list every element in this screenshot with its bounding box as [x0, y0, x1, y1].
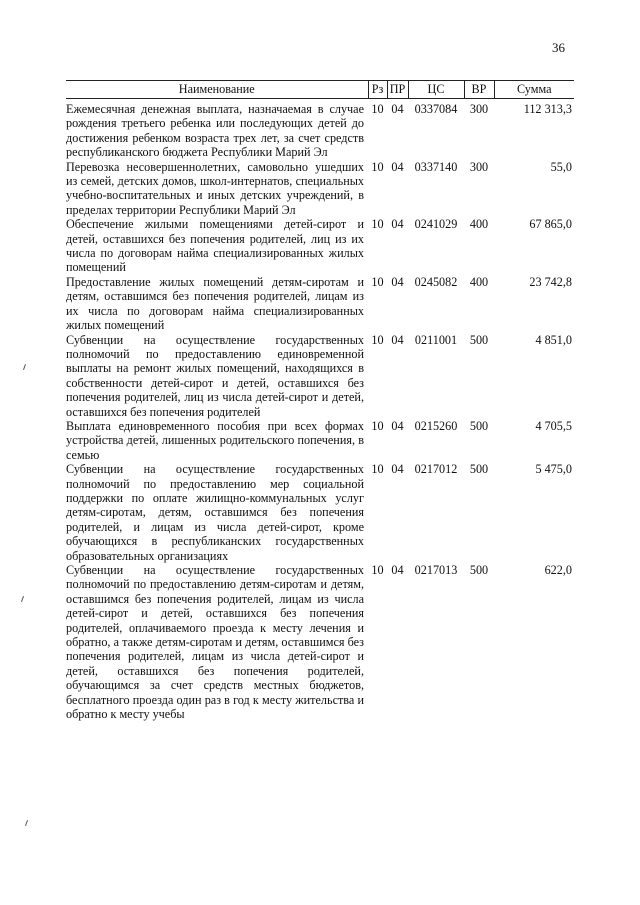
- row-sum: 4 851,0: [535, 332, 572, 347]
- table-row: [66, 563, 574, 721]
- row-cs: 0211001: [414, 332, 458, 347]
- row-rz: 10: [371, 563, 384, 577]
- row-name: Выплата единовременного пособия при всех формах устройства детей, лишенных родительского попечения, в семью: [66, 418, 364, 462]
- row-sum: 67 865,0: [529, 217, 572, 232]
- row-pr: 04: [391, 102, 404, 116]
- row-rz: 10: [371, 217, 384, 232]
- row-sum: 622,0: [544, 563, 572, 577]
- row-sum: 55,0: [550, 159, 572, 174]
- row-vr: 500: [469, 563, 489, 577]
- row-name: Перевозка несовершеннолетних, самовольно ушедших из семей, детских домов, школ-интернатов, специальных учебно-воспитательных и иных детских учреждений, в пределах территории Республики Марий Эл: [66, 159, 364, 217]
- row-pr: 04: [391, 274, 404, 289]
- row-rz: 10: [371, 274, 384, 289]
- table-row: [66, 160, 574, 218]
- table-row: [66, 462, 574, 563]
- row-rz: 10: [371, 332, 384, 347]
- row-pr: 04: [391, 418, 404, 433]
- page-number: 36: [552, 40, 565, 55]
- row-rz: 10: [371, 159, 384, 174]
- row-name: Предоставление жилых помещений детям-сиротам и детям, оставшимся без попечения родителей, лицам из их числа по договорам найма специализированных жилых помещений: [66, 274, 364, 333]
- row-pr: 04: [391, 462, 404, 477]
- header-rz: Рз: [368, 81, 387, 99]
- header-name: Наименование: [66, 81, 368, 99]
- row-pr: 04: [391, 159, 404, 174]
- row-name: Субвенции на осуществление государственных полномочий по предоставлению мер социальной поддержки по оплате жилищно-коммунальных услуг детям-сиротам, детям, оставшимся без попечения родителей, и лицам из числа детей-сирот, кроме обучающихся в республиканских государственных образовательных организациях: [66, 462, 364, 563]
- row-pr: 04: [391, 332, 404, 347]
- row-vr: 400: [469, 274, 489, 289]
- row-name: Ежемесячная денежная выплата, назначаемая в случае рождения третьего ребенка или последующих детей до достижения ребенком возраста трех лет, за счет средств республиканского бюджета Республики Марий Эл: [66, 102, 364, 160]
- row-sum: 5 475,0: [535, 462, 572, 477]
- row-sum: 23 742,8: [529, 274, 572, 289]
- table-row: [66, 275, 574, 333]
- table-header-row: [66, 81, 574, 99]
- margin-mark: [23, 364, 26, 370]
- row-rz: 10: [371, 462, 384, 477]
- table-row: [66, 99, 574, 160]
- row-cs: 0337140: [414, 159, 458, 174]
- budget-table: [66, 80, 574, 721]
- row-vr: 500: [469, 462, 489, 477]
- row-sum: 112 313,3: [523, 102, 572, 116]
- table-row: [66, 419, 574, 462]
- table-row: [66, 333, 574, 419]
- row-name: Обеспечение жилыми помещениями детей-сирот и детей, оставшихся без попечения родителей, лиц из их числа по договорам найма специализированных жилых помещений: [66, 217, 364, 275]
- row-pr: 04: [391, 217, 404, 232]
- row-cs: 0217012: [414, 462, 458, 477]
- header-sum: Сумма: [494, 81, 574, 99]
- row-rz: 10: [371, 102, 384, 116]
- header-vr: ВР: [464, 81, 494, 99]
- row-cs: 0217013: [414, 563, 458, 577]
- row-cs: 0337084: [414, 102, 458, 116]
- margin-mark: [21, 596, 24, 602]
- header-cs: ЦС: [408, 81, 464, 99]
- row-cs: 0245082: [414, 274, 458, 289]
- row-vr: 400: [469, 217, 489, 232]
- row-name: Субвенции на осуществление государственных полномочий по предоставлению единовременной выплаты на ремонт жилых помещений, находящихся в собственности детей-сирот и детей, оставшихся без попечения родителей, лиц из числа детей-сирот и детей, оставшихся без попечения родителей: [66, 332, 364, 419]
- row-pr: 04: [391, 563, 404, 577]
- row-sum: 4 705,5: [535, 418, 572, 433]
- row-rz: 10: [371, 418, 384, 433]
- header-pr: ПР: [387, 81, 408, 99]
- row-cs: 0241029: [414, 217, 458, 232]
- row-vr: 500: [469, 332, 489, 347]
- margin-mark: [25, 820, 28, 826]
- row-cs: 0215260: [414, 418, 458, 433]
- row-vr: 500: [469, 418, 489, 433]
- row-vr: 300: [469, 159, 489, 174]
- row-name: Субвенции на осуществление государственных полномочий по предоставлению детям-сиротам и детям, оставшимся без попечения родителей, лицам из числа детей-сирот и детей, оставшихся без попечения родителей, оплачиваемого проезда к месту лечения и обратно, а также детям-сиротам и детям, оставшимся без попечения родителей, лицам из числа детей-сирот и детей, оставшихся без попечения родителей, обучающимся за счет средств местных бюджетов, бесплатного проезда один раз в год к месту жительства и обратно к месту учебы: [66, 563, 364, 722]
- row-vr: 300: [469, 102, 489, 116]
- table-row: [66, 217, 574, 275]
